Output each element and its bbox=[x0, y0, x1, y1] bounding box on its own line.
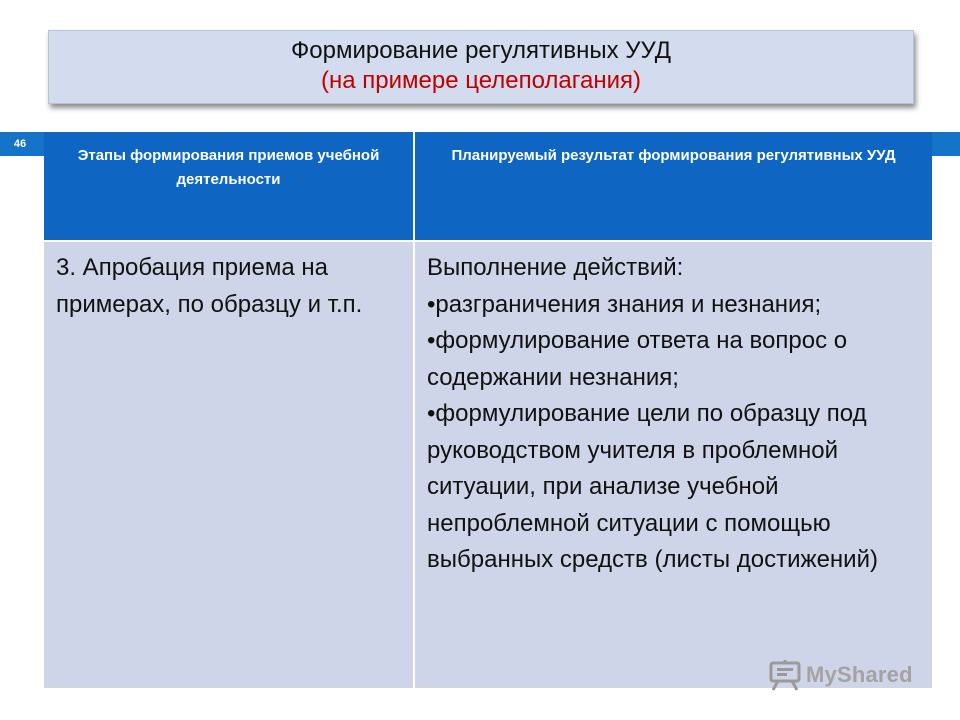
header-planned-result: Планируемый результат формирования регулятивных УУД bbox=[414, 132, 932, 241]
cell-result bbox=[414, 241, 932, 688]
result-intro: Выполнение действий: bbox=[427, 254, 684, 281]
result-item: •формулирование цели по образцу под руководством учителя в проблемной ситуации, при анализе учебной непроблемной ситуации с помощью выбранных средств (листы достижений) bbox=[427, 400, 878, 573]
slide-title-box bbox=[48, 30, 914, 104]
cell-stage: 3. Апробация приема на примерах, по образцу и т.п. bbox=[44, 241, 414, 688]
result-item: •разграничения знания и незнания; bbox=[427, 290, 822, 318]
table-header-row bbox=[44, 132, 932, 241]
slide-number: 46 bbox=[0, 132, 46, 156]
content-table bbox=[44, 132, 932, 688]
slide-subtitle: (на примере целеполагания) bbox=[321, 67, 641, 94]
watermark-text: MyShared bbox=[806, 662, 913, 687]
accent-bar bbox=[930, 132, 960, 156]
table-row bbox=[44, 241, 932, 688]
header-stages: Этапы формирования приемов учебной деятельности bbox=[44, 132, 414, 241]
result-item: •формулирование ответа на вопрос о содержании незнания; bbox=[427, 327, 848, 391]
watermark bbox=[768, 658, 913, 692]
slide-title: Формирование регулятивных УУД bbox=[291, 37, 671, 64]
presentation-icon bbox=[768, 659, 802, 691]
